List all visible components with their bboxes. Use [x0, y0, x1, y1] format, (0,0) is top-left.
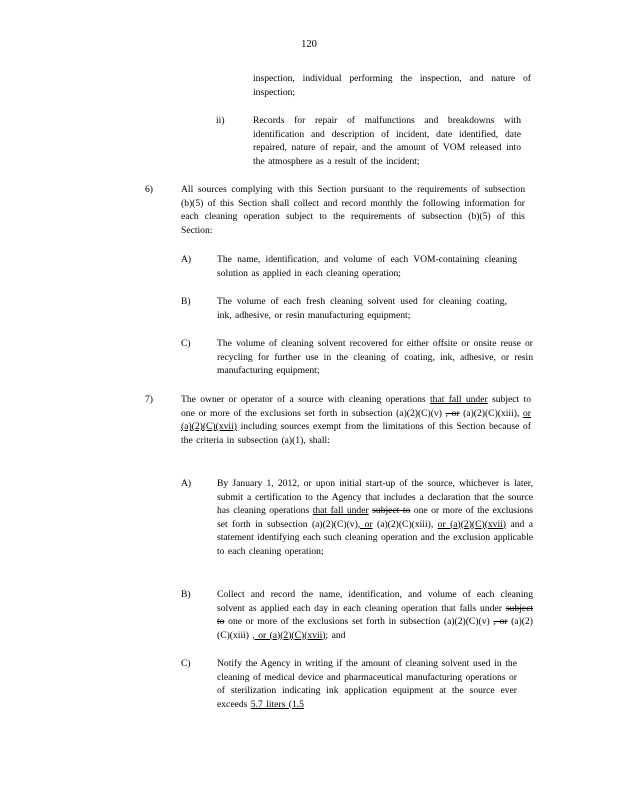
- item-6a-text: The name, identification, and volume of each VOM-containing cleaning solution as applied in each cleaning operation;: [217, 254, 517, 279]
- item-6-label: 6): [145, 184, 153, 195]
- item-7c-label: C): [181, 658, 191, 669]
- page-number: 120: [301, 39, 317, 50]
- item-7a-text: By January 1, 2012, or upon initial start-up of the source, whichever is later, submit a certification to the Agency that includes a declaration that the source has cleaning operations that fall under subject to one or more of the exclusions set forth in subsection (a)(2)(C)(v), or (a)(2)(C)(xiii), or (a)(2)(C)(xvii) and a statement identifying each such cleaning operation and the exclusion applicable to each cleaning operation;: [217, 478, 533, 557]
- item-7a-label: A): [181, 478, 192, 489]
- item-7b-text: Collect and record the name, identification, and volume of each cleaning solvent as applied each day in each cleaning operation that falls under subject to one or more of the exclusions set forth in subsection (a)(2)(C)(v) , or (a)(2)(C)(xiii) , or (a)(2)(C)(xvii); and: [217, 589, 533, 641]
- item-ii-label: ii): [216, 115, 225, 126]
- item-6c-text: The volume of cleaning solvent recovered for either offsite or onsite reuse or recycling for further use in the cleaning of coating, ink, adhesive, or resin manufacturing equipment;: [217, 338, 533, 376]
- item-6c-label: C): [181, 338, 191, 349]
- continuation-text: inspection, individual performing the inspection, and nature of inspection;: [253, 73, 531, 98]
- item-7b-label: B): [181, 589, 191, 600]
- item-7c-text: Notify the Agency in writing if the amount of cleaning solvent used in the cleaning of medical device and pharmaceutical manufacturing operations or of sterilization indicating ink application equipment at the source ever exceeds 5.7 liters (1.5: [217, 658, 517, 710]
- item-6-text: All sources complying with this Section pursuant to the requirements of subsection (b)(5) of this Section shall collect and record monthly the following information for each cleaning operation subject to the requirements of subsection (b)(5) of this Section:: [181, 184, 525, 236]
- item-6b-text: The volume of each fresh cleaning solvent used for cleaning coating, ink, adhesive, or resin manufacturing equipment;: [217, 296, 507, 321]
- item-6b-label: B): [181, 296, 191, 307]
- item-7-label: 7): [145, 394, 153, 405]
- item-6a-label: A): [181, 254, 192, 265]
- item-7-text: The owner or operator of a source with cleaning operations that fall under subject to one or more of the exclusions set forth in subsection (a)(2)(C)(v) , or (a)(2)(C)(xiii), or (a)(2)(C)(xvii) including sources exempt from the limitations of this Section because of the criteria in subsection (a)(1), shall:: [181, 394, 532, 446]
- item-ii-text: Records for repair of malfunctions and breakdowns with identification and description of incident, date identified, date repaired, nature of repair, and the amount of VOM released into the atmosphere as a result of the incident;: [253, 115, 521, 167]
